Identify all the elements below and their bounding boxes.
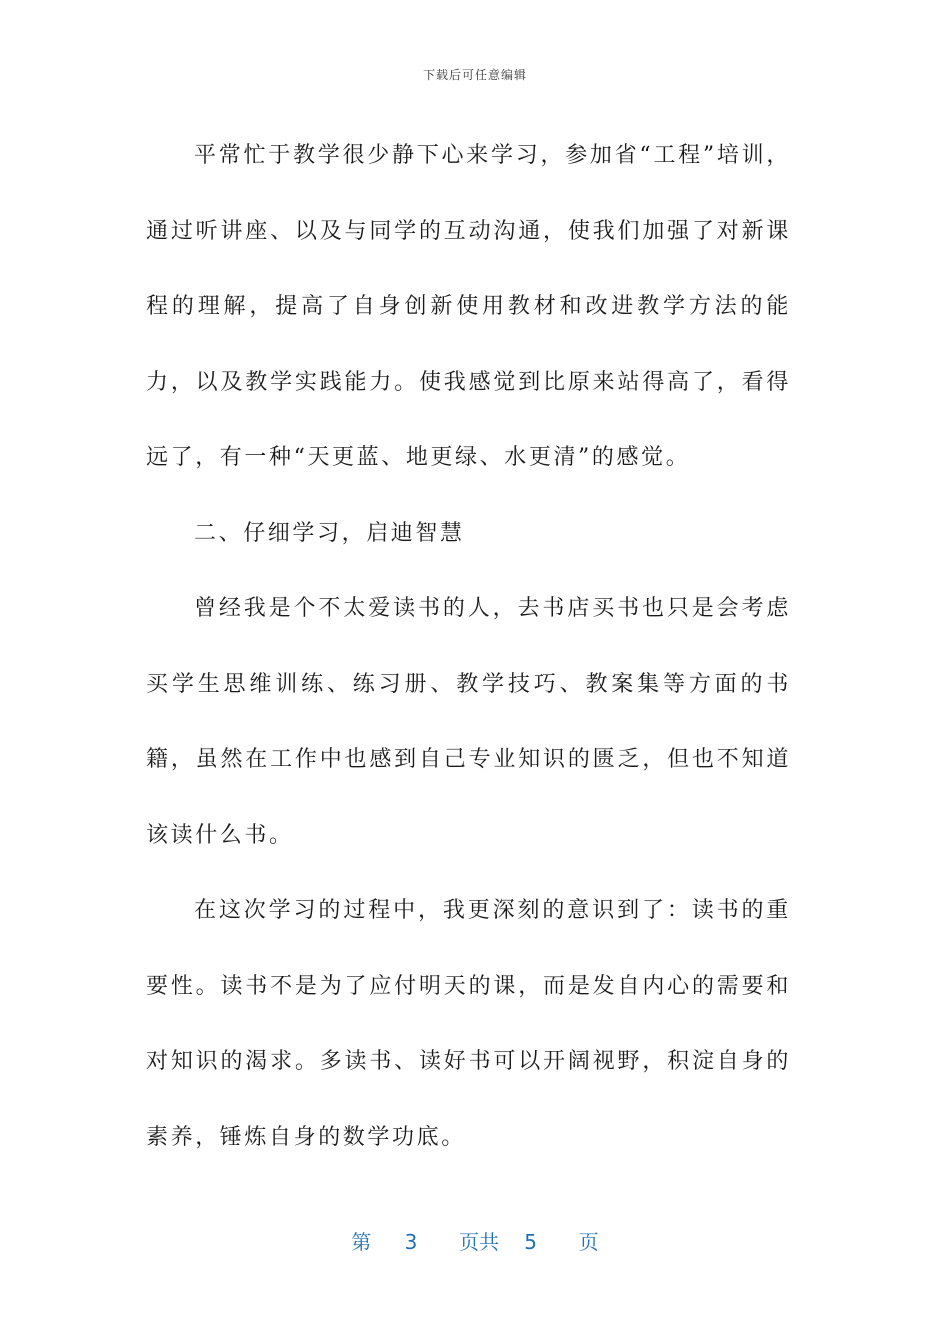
current-page-number: 3 (404, 1230, 418, 1254)
total-pages-number: 5 (524, 1230, 537, 1254)
page-label-prefix: 第 (351, 1230, 372, 1254)
paragraph-reading-importance: 在这次学习的过程中，我更深刻的意识到了：读书的重要性。读书不是为了应付明天的课，而是发自内心的需要和对知识的渴求。多读书、读好书可以开阔视野，积淀自身的素养，锤炼自身的数学功底。 (146, 898, 791, 1150)
page-label-middle: 页共 (459, 1230, 500, 1254)
paragraph-training: 平常忙于教学很少静下心来学习，参加省“工程”培训，通过听讲座、以及与同学的互动沟通，使我们加强了对新课程的理解，提高了自身创新使用教材和改进教学方法的能力，以及教学实践能力。使我感觉到比原来站得高了，看得远了，有一种“天更蓝、地更绿、水更清”的感觉。 (146, 143, 791, 470)
document-body (146, 118, 791, 1175)
paragraph-reading-past: 曾经我是个不太爱读书的人，去书店买书也只是会考虑买学生思维训练、练习册、教学技巧、教案集等方面的书籍，虽然在工作中也感到自己专业知识的匮乏，但也不知道该读什么书。 (146, 596, 791, 848)
section-heading-study: 二、仔细学习，启迪智慧 (194, 520, 465, 546)
page-label-suffix: 页 (578, 1230, 599, 1254)
header-note: 下载后可任意编辑 (422, 68, 527, 82)
page-footer (0, 1226, 950, 1255)
